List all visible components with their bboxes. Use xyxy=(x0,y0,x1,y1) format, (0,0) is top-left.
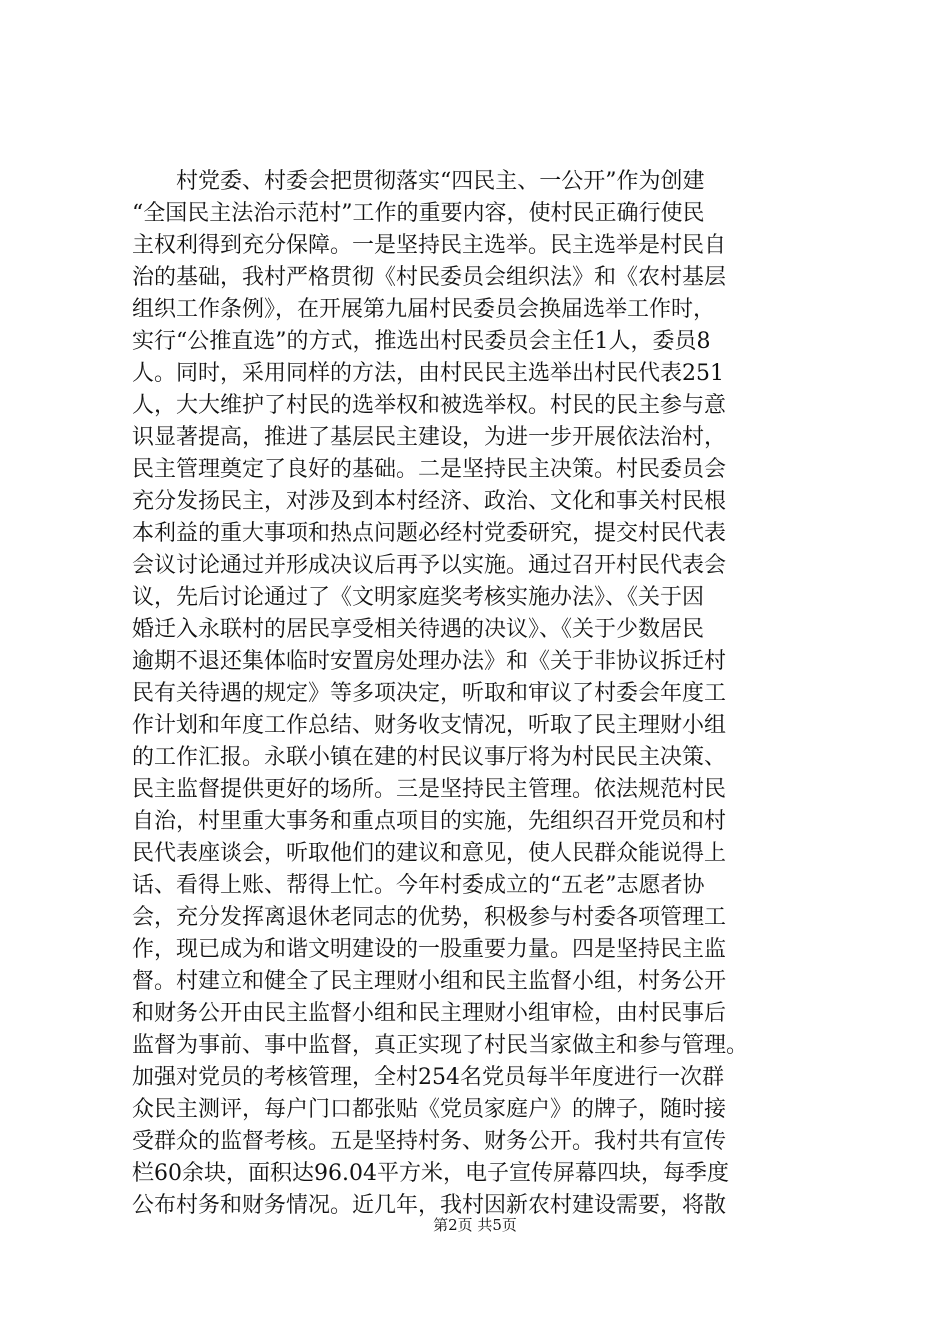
text-line: 治的基础，我村严格贯彻《村民委员会组织法》和《农村基层 xyxy=(132,265,727,290)
text-line: 实行“公推直选”的方式，推选出村民委员会主任1人，委员8 xyxy=(132,329,711,354)
body-paragraph xyxy=(132,166,832,1222)
text-line: 本利益的重大事项和热点问题必经村党委研究，提交村民代表 xyxy=(132,521,727,546)
text-line: 受群众的监督考核。五是坚持村务、财务公开。我村共有宣传 xyxy=(132,1129,727,1154)
text-line: 民主管理奠定了良好的基础。二是坚持民主决策。村民委员会 xyxy=(132,457,727,482)
text-line: 主权利得到充分保障。一是坚持民主选举。民主选举是村民自 xyxy=(132,233,727,258)
text-line: 会议讨论通过并形成决议后再予以实施。通过召开村民代表会 xyxy=(132,553,727,578)
text-line: 众民主测评，每户门口都张贴《党员家庭户》的牌子，随时接 xyxy=(132,1097,727,1122)
text-line: 民主监督提供更好的场所。三是坚持民主管理。依法规范村民 xyxy=(132,777,727,802)
text-line: 议，先后讨论通过了《文明家庭奖考核实施办法》、《关于因 xyxy=(132,585,705,610)
text-line: 组织工作条例》，在开展第九届村民委员会换届选举工作时， xyxy=(132,297,716,322)
text-line: 栏60余块，面积达96.04平方米，电子宣传屏幕四块，每季度 xyxy=(132,1161,729,1186)
text-line: 会，充分发挥离退休老同志的优势，积极参与村委各项管理工 xyxy=(132,905,727,930)
text-line: 婚迁入永联村的居民享受相关待遇的决议》、《关于少数居民 xyxy=(132,617,705,642)
text-line: 逾期不退还集体临时安置房处理办法》和《关于非协议拆迁村 xyxy=(132,649,727,674)
text-line: 监督为事前、事中监督，真正实现了村民当家做主和参与管理。 xyxy=(132,1033,749,1058)
text-line: 充分发扬民主，对涉及到本村经济、政治、文化和事关村民根 xyxy=(132,489,727,514)
text-line: 作计划和年度工作总结、财务收支情况，听取了民主理财小组 xyxy=(132,713,727,738)
text-line: 督。村建立和健全了民主理财小组和民主监督小组，村务公开 xyxy=(132,969,727,994)
text-line: 村党委、村委会把贯彻落实“四民主、一公开”作为创建 xyxy=(132,169,705,194)
text-line: 加强对党员的考核管理，全村254名党员每半年度进行一次群 xyxy=(132,1065,724,1090)
text-line: 人，大大维护了村民的选举权和被选举权。村民的民主参与意 xyxy=(132,393,727,418)
text-line: 的工作汇报。永联小镇在建的村民议事厅将为村民民主决策、 xyxy=(132,745,727,770)
text-line: 民有关待遇的规定》等多项决定，听取和审议了村委会年度工 xyxy=(132,681,727,706)
text-line: 话、看得上账、帮得上忙。今年村委成立的“五老”志愿者协 xyxy=(132,873,705,898)
text-line: 公布村务和财务情况。近几年，我村因新农村建设需要，将散 xyxy=(132,1193,727,1218)
text-line: 作，现已成为和谐文明建设的一股重要力量。四是坚持民主监 xyxy=(132,937,727,962)
text-line: 自治，村里重大事务和重点项目的实施，先组织召开党员和村 xyxy=(132,809,727,834)
page-number-label: 第2页 共5页 xyxy=(433,1216,517,1234)
text-line: 民代表座谈会，听取他们的建议和意见，使人民群众能说得上 xyxy=(132,841,727,866)
text-line: 和财务公开由民主监督小组和民主理财小组审检，由村民事后 xyxy=(132,1001,727,1026)
text-line: “全国民主法治示范村”工作的重要内容，使村民正确行使民 xyxy=(132,201,705,226)
text-line: 识显著提高，推进了基层民主建设，为进一步开展依法治村， xyxy=(132,425,727,450)
page-footer xyxy=(0,1215,950,1235)
text-line: 人。同时，采用同样的方法，由村民民主选举出村民代表251 xyxy=(132,361,724,386)
